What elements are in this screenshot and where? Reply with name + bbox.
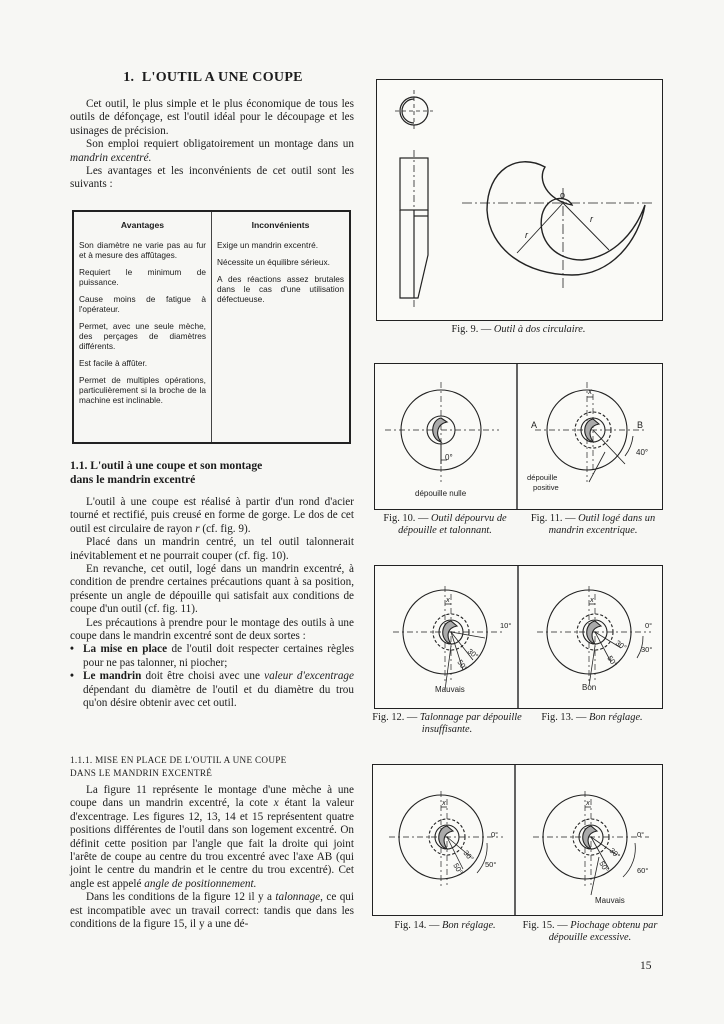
table-header-disadvantages: Inconvénients — [212, 211, 351, 240]
subsection-1 — [70, 459, 354, 711]
fig14-15-drawing — [373, 765, 662, 915]
intro-paragraph-1: Cet outil, le plus simple et le plus économique de tous les outils de défonçage, est l'outil idéal pour le découpage et les usinages de précision. — [70, 98, 354, 137]
caption-number: Fig. 12. — — [372, 712, 418, 723]
figure-14-15-panel — [372, 764, 663, 916]
fig11-label-b: B — [637, 420, 644, 430]
fig15-text-label: Mauvais — [595, 896, 625, 905]
fig13-text-label: Bon — [582, 683, 597, 692]
subsection-2 — [70, 754, 354, 931]
figure-9-caption — [376, 324, 661, 336]
fig12-label-x: x — [446, 595, 450, 604]
fig14-angle-30: 30° — [461, 848, 476, 863]
bullet-item-2 — [70, 670, 354, 710]
term-emphasis: angle de positionnement. — [144, 877, 257, 890]
advantage-item: Permet de multiples opérations, particulièrement si la broche de la machine est inclinable. — [79, 375, 206, 405]
figure-10-caption — [372, 513, 518, 538]
intro-paragraph-2-text: Son emploi requiert obligatoirement un montage dans un — [86, 138, 354, 151]
subsection-2-paragraph-2 — [70, 891, 354, 931]
fig13-label-x: x — [590, 595, 594, 604]
subsection-2-paragraph-1 — [70, 784, 354, 891]
fig13-angle-0: 0° — [645, 621, 653, 630]
fig14-angle-50: 50° — [451, 861, 465, 876]
figure-9 — [376, 79, 663, 321]
figure-10-11-panel — [374, 363, 663, 510]
advantages-table — [72, 210, 351, 444]
fig15-label-x: x — [586, 798, 590, 807]
intro-paragraph-3: Les avantages et les inconvénients de cet outil sont les suivants : — [70, 165, 354, 191]
fig9-label-o: o — [560, 190, 566, 200]
caption-text: Bon réglage. — [588, 712, 643, 723]
subsection-2-title-line-2: DANS LE MANDRIN EXCENTRÉ — [70, 768, 213, 778]
text-run: (cf. fig. 9). — [199, 522, 251, 535]
fig10-text-label: dépouille nulle — [415, 489, 467, 498]
caption-number: Fig. 13. — — [541, 712, 587, 723]
intro-paragraph-2 — [70, 138, 354, 165]
text-run: L'outil à une coupe est réalisé à partir d'un rond d'acier tourné et rectifié, puis creusé en forme de gorge. Le dos de cet outil est circulaire de rayon — [70, 496, 354, 535]
fig11-drawing — [535, 382, 645, 482]
fig12-angle-10: 10° — [500, 621, 512, 630]
advantage-item: Cause moins de fatigue à l'opérateur. — [79, 294, 206, 314]
figure-13-caption — [518, 712, 666, 724]
figure-12-caption — [372, 712, 522, 737]
text-run: Dans les conditions de la figure 12 il y a — [86, 891, 276, 904]
advantage-item: Son diamètre ne varie pas au fur et à mesure des affûtages. — [79, 240, 206, 260]
advantage-item: Permet, avec une seule mèche, des perçages de diamètres différents. — [79, 321, 206, 351]
figure-11-caption — [518, 513, 668, 538]
fig12-text-label: Mauvais — [435, 685, 465, 694]
bullet-2-text-end: dépendant du diamètre de l'outil et du diamètre du trou qu'on désire obtenir avec cet outil. — [83, 683, 354, 710]
subsection-1-title-line-2: dans le mandrin excentré — [70, 473, 196, 486]
tool-profile — [487, 162, 645, 275]
caption-text: Bon réglage. — [441, 920, 496, 931]
bullet-1-text: de l'outil doit respecter certaines règles pour ne pas talonner, ni piocher; — [83, 643, 354, 669]
fig9-drawing — [377, 80, 662, 320]
bullet-2-bold: Le mandrin — [83, 670, 142, 683]
text-run: La figure 11 représente le montage d'une mèche à une coupe dans un mandrin excentré, la cote — [70, 784, 354, 810]
fig9-label-r: r — [590, 214, 593, 224]
fig10-angle-label: 0° — [445, 453, 453, 462]
advantage-item: Est facile à affûter. — [79, 358, 148, 368]
figure-14-caption — [372, 920, 518, 932]
caption-number: Fig. 15. — — [522, 920, 568, 931]
fig13-drawing — [537, 586, 651, 686]
text-run: étant la valeur d'excentrage. Les figures 12, 13, 14 et 15 représentent quatre positions différentes de l'outil dans son logement excentré. On définit cette position par l'angle que fait la droite qui joint l'arête de coupe au centre du trou excentré avec l'axe AB (qui joint le centre du mandrin et le centre du trou excentré). Cet angle est appelé — [70, 797, 354, 890]
caption-text: Outil dépourvu de dépouille et talonnant. — [398, 513, 507, 537]
fig10-11-drawing — [375, 364, 662, 509]
caption-text: Outil à dos circulaire. — [493, 324, 586, 335]
fig12-angle-30: 30° — [465, 646, 481, 661]
subsection-1-title — [70, 459, 354, 487]
fig11-text-label: positive — [533, 483, 559, 492]
caption-text: Outil logé dans un mandrin excentrique. — [548, 513, 656, 537]
bullet-1-bold: La mise en place — [83, 643, 168, 656]
section-title: L'OUTIL A UNE COUPE — [141, 70, 303, 85]
subsection-2-title — [70, 754, 354, 780]
bullet-icon: • — [70, 670, 74, 683]
advantages-cell — [73, 240, 212, 443]
subsection-1-title-line-1: 1.1. L'outil à une coupe et son montage — [70, 459, 263, 472]
variable-r: r — [195, 522, 200, 535]
fig13-angle-30: 30° — [613, 638, 629, 653]
subsection-1-paragraph-4: Les précautions à prendre pour le montage des outils à une coupe dans le mandrin excentré sont de deux sortes : — [70, 616, 354, 643]
fig9-label-r: r — [525, 230, 528, 240]
figure-12-13-panel — [374, 565, 663, 709]
section-number: 1. — [123, 70, 135, 85]
fig15-drawing — [533, 791, 649, 895]
caption-number: Fig. 11. — — [530, 513, 576, 524]
fig13-angle-50: 50° — [605, 653, 620, 669]
caption-text: Talonnage par dépouille insuffisante. — [419, 712, 522, 736]
fig14-drawing — [389, 791, 503, 887]
fig12-13-drawing — [375, 566, 662, 708]
caption-number: Fig. 14. — — [394, 920, 440, 931]
fig11-text-label: dépouille — [527, 473, 558, 482]
fig14-angle-0: 0° — [491, 830, 499, 839]
fig14-label-x: x — [442, 798, 446, 807]
fig10-drawing — [385, 382, 499, 482]
subsection-1-paragraph-3: En revanche, cet outil, logé dans un mandrin excentré, à condition de prendre certaines précautions quant à sa position, présente un angle de dépouille qui satisfait aux conditions de coupe d'un outil (cf. fig. 11). — [70, 563, 354, 616]
term-emphasis: talonnage — [275, 891, 321, 904]
fig15-angle-0: 0° — [637, 830, 645, 839]
page-number: 15 — [640, 960, 652, 972]
fig15-angle-60: 60° — [637, 866, 649, 875]
text-run: , ce qui est incompatible avec un travail correct: tandis que dans les conditions de la figure 15, il y a une dé- — [70, 891, 354, 931]
subsection-1-paragraph-1 — [70, 496, 354, 536]
bullet-item-1 — [70, 643, 354, 670]
fig11-label-a: A — [531, 420, 538, 430]
fig14-angle-50b: 50° — [485, 860, 497, 869]
disadvantage-item: A des réactions assez brutales dans le cas d'une utilisation défectueuse. — [217, 274, 344, 304]
caption-number: Fig. 10. — — [383, 513, 429, 524]
fig15-angle-50: 50° — [597, 859, 611, 874]
disadvantage-item: Exige un mandrin excentré. — [217, 240, 319, 250]
subsection-2-title-line-1: 1.1.1. MISE EN PLACE DE L'OUTIL A UNE COUPE — [70, 755, 287, 765]
section-heading — [72, 70, 354, 86]
fig15-angle-30: 30° — [607, 846, 622, 861]
disadvantages-cell — [212, 240, 351, 443]
table-header-advantages: Avantages — [120, 220, 165, 230]
figure-15-caption — [514, 920, 666, 945]
fig11-angle-label: 40° — [636, 448, 649, 457]
subsection-1-paragraph-2: Placé dans un mandrin centré, un tel outil talonnerait inévitablement et ne pourrait couper (cf. fig. 10). — [70, 536, 354, 562]
caption-text: Piochage obtenu par dépouille excessive. — [548, 920, 658, 944]
fig12-angle-50: 50° — [455, 657, 470, 673]
intro-text — [70, 98, 354, 192]
intro-paragraph-2-emphasis: mandrin excentré. — [70, 151, 152, 164]
bullet-icon: • — [70, 643, 74, 656]
bullet-2-emphasis: valeur d'excentrage — [264, 670, 354, 683]
bullet-2-text: doit être choisi avec une — [141, 670, 265, 683]
fig11-label-x: x — [588, 387, 592, 396]
fig13-angle-30b: 30° — [641, 645, 653, 654]
disadvantage-item: Nécessite un équilibre sérieux. — [217, 257, 330, 267]
caption-number: Fig. 9. — — [451, 324, 492, 335]
advantage-item: Requiert le minimum de puissance. — [79, 267, 206, 287]
variable-x: x — [273, 797, 279, 810]
